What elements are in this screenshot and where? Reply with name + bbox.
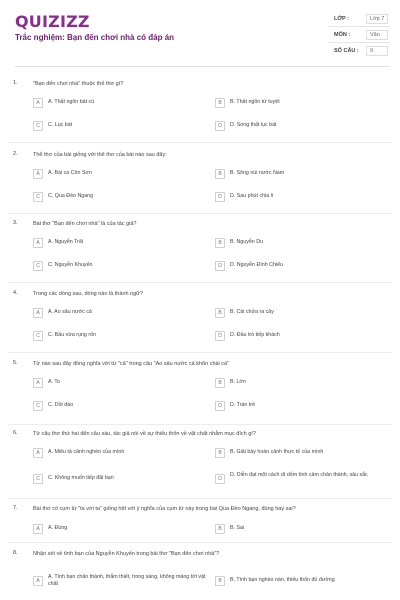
question-divider — [8, 352, 392, 353]
option-text: A. Thất ngôn bát cú — [48, 99, 95, 105]
option-text: A. To — [48, 379, 60, 385]
question-text: Từ câu thơ thứ hai đến câu sáu, tác giả nói về sự thiếu thốn về vật chất nhằm mục đích gì? — [33, 431, 256, 437]
meta-grade — [328, 13, 390, 25]
meta-count — [328, 45, 390, 57]
option-letter-box: A — [33, 448, 43, 458]
question-divider — [8, 542, 392, 543]
meta-grade-value: Lớp 7 — [366, 14, 388, 24]
header-divider — [15, 66, 390, 67]
option-text: B. Giãi bày hoàn cảnh thực tế của mình — [230, 449, 324, 455]
page-title: Trắc nghiệm: Bạn đến chơi nhà có đáp án — [15, 33, 175, 42]
question-number: 8. — [13, 550, 18, 556]
option-letter-box: D — [215, 261, 225, 271]
option-text: D. Sau phút chia li — [230, 193, 273, 199]
option-text: B. Sông núi nước Nam — [230, 170, 285, 176]
meta-count-label: SỐ CÂU : — [334, 48, 359, 54]
option-letter-box: C — [33, 331, 43, 341]
option-letter-box: B — [215, 448, 225, 458]
option-letter-box: D — [215, 121, 225, 131]
option-letter-box: A — [33, 308, 43, 318]
option-letter-box: B — [215, 98, 225, 108]
question-number: 5. — [13, 360, 18, 366]
question-number: 3. — [13, 220, 18, 226]
option-letter-box: C — [33, 192, 43, 202]
option-letter-box: A — [33, 524, 43, 534]
option-text: C. Qua Đèo Ngang — [48, 193, 94, 199]
worksheet-header — [0, 0, 400, 68]
option-text: A. Tình bạn chân thành, thắm thiết, trong sáng, không màng tới vật chất — [48, 574, 206, 587]
meta-divider — [328, 42, 390, 43]
question-number: 7. — [13, 505, 18, 511]
question-divider — [8, 282, 392, 283]
option-letter-box: D — [215, 401, 225, 411]
option-text: D. Đầu trò tiếp khách — [230, 332, 280, 338]
option-letter-box: B — [215, 378, 225, 388]
option-letter-box: D — [215, 474, 225, 484]
option-letter-box: A — [33, 576, 43, 586]
option-letter-box: A — [33, 98, 43, 108]
option-text: A. Miêu tả cảnh nghèo của mình — [48, 449, 125, 455]
meta-grade-label: LỚP : — [334, 16, 349, 22]
option-letter-box: C — [33, 121, 43, 131]
option-text: B. Lớn — [230, 379, 246, 385]
option-text: B. Thất ngôn tứ tuyệt — [230, 99, 280, 105]
question-number: 2. — [13, 151, 18, 157]
option-text: A. Nguyễn Trãi — [48, 239, 84, 245]
option-text: B. Sai — [230, 525, 245, 531]
meta-subject — [328, 29, 390, 41]
option-text: C. Dồi dào — [48, 402, 74, 408]
meta-divider — [328, 26, 390, 27]
option-letter-box: A — [33, 169, 43, 179]
option-letter-box: A — [33, 238, 43, 248]
question-text: Từ nào sau đây đồng nghĩa với từ "cả" trong câu "Ao sâu nước cả khôn chài cá" — [33, 361, 230, 367]
option-letter-box: C — [33, 401, 43, 411]
option-text: C. Nguyễn Khuyến — [48, 262, 93, 268]
option-text: B. Nguyễn Du — [230, 239, 263, 245]
option-letter-box: D — [215, 192, 225, 202]
option-letter-box: B — [215, 576, 225, 586]
meta-subject-label: MÔN : — [334, 32, 351, 38]
question-text: "Bạn đến chơi nhà" thuộc thể thơ gì? — [33, 81, 124, 87]
option-letter-box: B — [215, 308, 225, 318]
question-divider — [8, 213, 392, 214]
option-text: C. Bầu vừa rụng rốn — [48, 332, 97, 338]
question-number: 1. — [13, 80, 18, 86]
question-divider — [8, 142, 392, 143]
question-divider — [8, 498, 392, 499]
option-text: A. Bài ca Côn Sơn — [48, 170, 92, 176]
option-letter-box: B — [215, 169, 225, 179]
option-text: B. Tình bạn nghèo nàn, thiếu thốn đủ đường — [230, 577, 335, 583]
meta-count-value: 9 — [366, 46, 388, 56]
option-text: C. Lục bát — [48, 122, 73, 128]
option-text: D. Diễn đạt một cách dí dỏm tình cảm chân thành, sâu sắc — [230, 472, 368, 478]
option-letter-box: B — [215, 238, 225, 248]
option-letter-box: C — [33, 261, 43, 271]
option-letter-box: B — [215, 524, 225, 534]
option-letter-box: D — [215, 331, 225, 341]
option-text: C. Không muốn tiếp đãi bạn — [48, 475, 114, 481]
option-letter-box: C — [33, 474, 43, 484]
question-divider — [8, 424, 392, 425]
option-text: B. Cải chửa ra cây — [230, 309, 274, 315]
option-text: A. Đúng — [48, 525, 68, 531]
option-letter-box: A — [33, 378, 43, 388]
option-text: D. Tràn trề — [230, 402, 256, 408]
option-text: D. Song thất lục bát — [230, 122, 277, 128]
question-text: Nhận xét về tình bạn của Nguyễn Khuyến trong bài thơ "Bạn đến chơi nhà"? — [33, 551, 220, 557]
question-number: 6. — [13, 430, 18, 436]
meta-subject-value: Văn — [366, 30, 388, 40]
question-text: Trong các dòng sau, dòng nào là thành ngữ? — [33, 291, 143, 297]
option-text: A. Ao sâu nước cả — [48, 309, 92, 315]
question-text: Bài thơ "Bạn đến chơi nhà" là của tác giả? — [33, 221, 137, 227]
option-text: D. Nguyễn Đình Chiểu — [230, 262, 283, 268]
question-text: Thể thơ của bài giống với thể thơ của bài nào sau đây: — [33, 152, 167, 158]
question-text: Bài thơ có cụm từ "ta với ta" giống hệt với ý nghĩa của cụm từ này trong bài Qua Đèo Ngang, đúng hay sai? — [33, 506, 296, 512]
quizizz-logo: QUIZIZZ — [15, 12, 90, 31]
question-number: 4. — [13, 290, 18, 296]
